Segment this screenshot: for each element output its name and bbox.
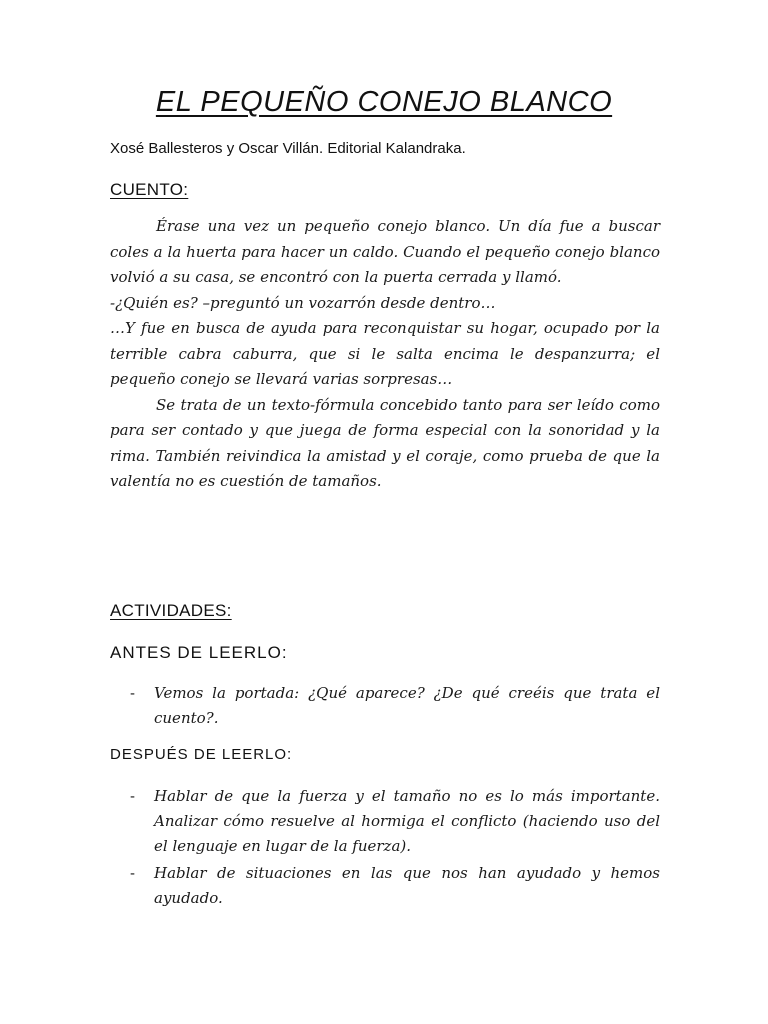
story-text: [110, 214, 660, 495]
authors-line: Xosé Ballesteros y Oscar Villán. Editorial Kalandraka.: [110, 140, 466, 157]
list-item-text: Hablar de que la fuerza y el tamaño no es lo más importante. Analizar cómo resuelve al hormiga el conflicto (haciendo uso del el lenguaje en lugar de la fuerza).: [154, 787, 660, 855]
bullet-dash: -: [130, 788, 135, 805]
story-paragraph: …Y fue en busca de ayuda para reconquistar su hogar, ocupado por la terrible cabra caburra, que si le salta encima le despanzurra; el pequeño conejo se llevará varias sorpresas…: [110, 319, 660, 388]
antes-heading: ANTES DE LEERLO:: [110, 643, 288, 662]
list-item: [110, 784, 660, 859]
cuento-heading: CUENTO:: [110, 180, 189, 199]
list-item: [110, 861, 660, 911]
despues-list: [110, 784, 660, 913]
bullet-dash: -: [130, 685, 135, 702]
antes-list: [110, 681, 660, 733]
story-paragraph: Se trata de un texto-fórmula concebido tanto para ser leído como para ser contado y que juega de forma especial con la sonoridad y la rima. También reivindica la amistad y el coraje, como prueba de que la valentía no es cuestión de tamaños.: [110, 395, 660, 490]
list-item: [110, 681, 660, 731]
despues-heading: DESPUÉS DE LEERLO:: [110, 746, 293, 763]
document-title: EL PEQUEÑO CONEJO BLANCO: [155, 86, 613, 118]
story-paragraph: -¿Quién es? –preguntó un vozarrón desde dentro…: [110, 293, 496, 312]
bullet-dash: -: [130, 865, 135, 882]
actividades-heading: ACTIVIDADES:: [110, 601, 232, 620]
list-item-text: Vemos la portada: ¿Qué aparece? ¿De qué creéis que trata el cuento?.: [154, 684, 660, 727]
list-item-text: Hablar de situaciones en las que nos han ayudado y hemos ayudado.: [154, 864, 660, 907]
story-paragraph: Érase una vez un pequeño conejo blanco. Un día fue a buscar coles a la huerta para hacer un caldo. Cuando el pequeño conejo blanco volvió a su casa, se encontró con la puerta cerrada y llamó.: [110, 217, 660, 286]
